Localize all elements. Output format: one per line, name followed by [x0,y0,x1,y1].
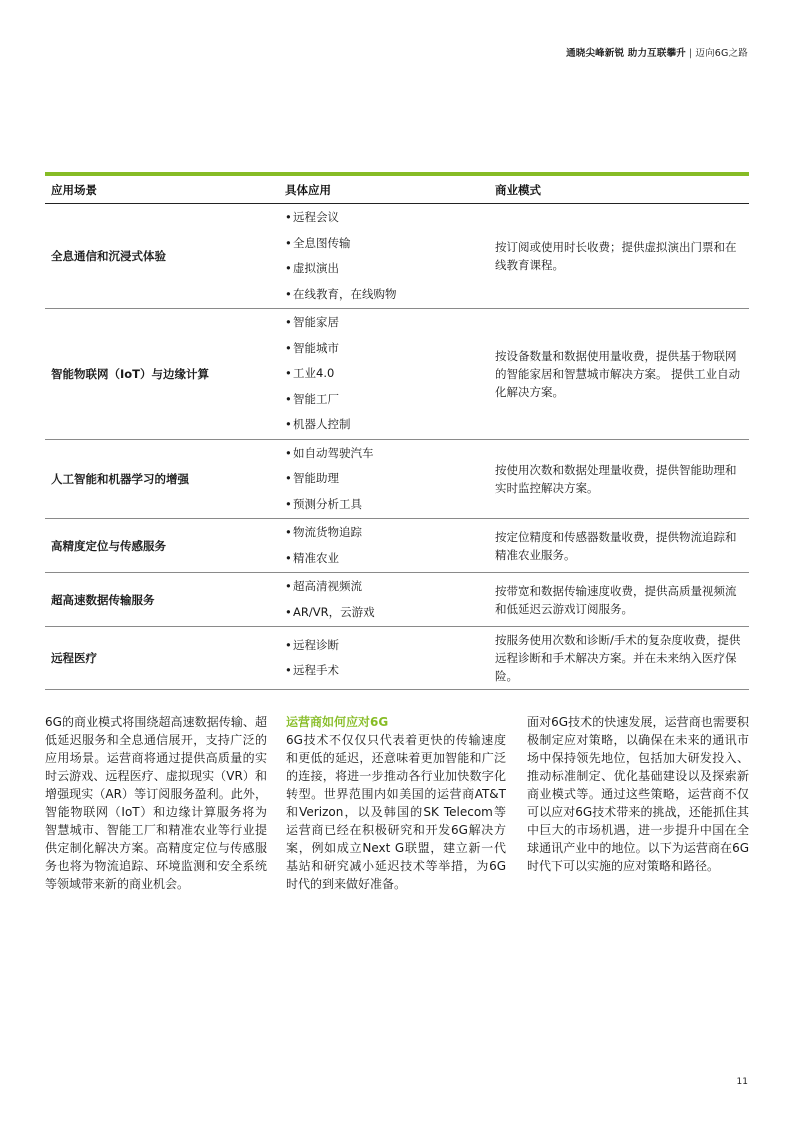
header-separator: | [688,48,693,59]
table-row [45,204,749,309]
model-cell: 按订阅或使用时长收费；提供虚拟演出门票和在线教育课程。 [489,204,749,309]
bullet-icon: • [285,235,292,250]
app-label: 机器人控制 [293,417,351,431]
app-label: 全息图传输 [293,235,351,250]
app-list-item [285,546,483,572]
body-paragraph: 6G的商业模式将围绕超高速数据传输、超低延迟服务和全息通信展开，支持广泛的应用场景。运营商将通过提供高质量的实时云游戏、远程医疗、虚拟现实（VR）和增强现实（AR）等订阅服务盈利。此外，智能物联网（IoT）和边缘计算服务将为智慧城市、智能工厂和精准农业等行业提供定制化解决方案。高精度定位与传感服务也将为物流追踪、环境监测和安全系统等领域带来新的商业机会。 [45,715,267,891]
app-list-item [285,256,483,282]
app-label: 智能工厂 [293,391,339,406]
bullet-icon: • [285,261,292,275]
app-list-item [285,658,483,684]
app-list-item [285,633,483,659]
app-list-item [285,282,483,308]
app-label: 智能城市 [293,340,339,355]
table-body [45,204,749,690]
header-apps: 具体应用 [279,176,489,204]
app-list-item [285,361,483,387]
body-paragraph: 6G技术不仅仅只代表着更快的传输速度和更低的延迟，还意味着更加智能和广泛的连接，将进一步推动各行业加快数字化转型。世界范围内如美国的运营商AT&T和Verizon，以及韩国的SK Telecom等运营商已经在积极研究和开发6G解决方案，例如成立Next G联盟，建立新一代基站和研究减小延迟技术等举措，为6G时代的到来做好准备。 [286,733,506,891]
bullet-icon: • [285,637,292,652]
table-row [45,573,749,627]
model-cell: 按定位精度和传感器数量收费，提供物流追踪和精准农业服务。 [489,519,749,573]
scene-cell: 超高速数据传输服务 [45,573,279,627]
bullet-icon: • [285,286,292,301]
business-model-table [45,172,749,690]
app-label: 虚拟演出 [293,261,339,275]
bullet-icon: • [285,663,292,677]
bullet-icon: • [285,525,292,539]
bullet-icon: • [285,210,292,224]
table-row [45,627,749,690]
bullet-icon: • [285,445,292,460]
section-title: 运营商如何应对6G [286,715,389,729]
scene-cell: 智能物联网（IoT）与边缘计算 [45,309,279,440]
apps-cell [279,519,489,573]
app-label: 智能助理 [293,471,339,485]
text-column-3 [527,713,749,875]
table-row [45,519,749,573]
text-column-2 [286,713,506,893]
app-list-item [285,441,483,467]
app-list-item [285,520,483,546]
app-label: 远程诊断 [293,637,339,652]
text-column-1 [45,713,267,893]
bullet-icon: • [285,550,292,565]
app-list-item [285,466,483,492]
apps-cell [279,439,489,519]
table-row [45,309,749,440]
app-label: 在线教育，在线购物 [293,286,397,301]
app-list-item [285,412,483,438]
running-header [566,45,748,59]
app-list-item [285,231,483,257]
body-paragraph: 面对6G技术的快速发展，运营商也需要积极制定应对策略，以确保在未来的通讯市场中保持领先地位，包括加大研发投入、推动标准制定、优化基础建设以及探索新商业模式等。通过这些策略，运营商不仅可以应对6G技术带来的挑战，还能抓住其中巨大的市场机遇，进一步提升中国在全球通讯产业中的地位。以下为运营商在6G时代下可以实施的应对策略和路径。 [527,715,749,873]
app-label: 物流货物追踪 [293,525,362,539]
table-header-row [45,176,749,204]
bullet-icon: • [285,340,292,355]
bullet-icon: • [285,604,292,619]
app-list-item [285,574,483,600]
header-model: 商业模式 [489,176,749,204]
header-subtitle: 迈向6G之路 [695,48,748,59]
bullet-icon: • [285,579,292,593]
bullet-icon: • [285,391,292,406]
scene-cell: 全息通信和沉浸式体验 [45,204,279,309]
app-list-item [285,336,483,362]
bullet-icon: • [285,417,292,431]
header-title: 通晓尖峰新锐 助力互联攀升 [566,48,686,59]
app-label: 远程手术 [293,663,339,677]
apps-cell [279,573,489,627]
table-row [45,439,749,519]
scene-cell: 高精度定位与传感服务 [45,519,279,573]
app-label: 智能家居 [293,315,339,329]
bullet-icon: • [285,315,292,329]
app-list-item [285,310,483,336]
app-label: 工业4.0 [293,366,335,380]
bullet-icon: • [285,366,292,380]
app-label: 超高清视频流 [293,579,362,593]
model-cell: 按服务使用次数和诊断/手术的复杂度收费，提供远程诊断和手术解决方案。并在未来纳入医疗保险。 [489,627,749,690]
app-list-item [285,387,483,413]
apps-cell [279,204,489,309]
apps-cell [279,627,489,690]
app-label: 预测分析工具 [293,496,362,511]
app-label: 如自动驾驶汽车 [293,445,374,460]
app-label: 远程会议 [293,210,339,224]
app-list-item [285,492,483,518]
scene-cell: 远程医疗 [45,627,279,690]
scene-cell: 人工智能和机器学习的增强 [45,439,279,519]
app-label: AR/VR，云游戏 [293,604,375,619]
bullet-icon: • [285,471,292,485]
bullet-icon: • [285,496,292,511]
model-cell: 按设备数量和数据使用量收费，提供基于物联网的智能家居和智慧城市解决方案。 提供工业自动化解决方案。 [489,309,749,440]
page-number: 11 [736,1077,748,1087]
app-list-item [285,600,483,626]
header-scene: 应用场景 [45,176,279,204]
model-cell: 按使用次数和数据处理量收费，提供智能助理和实时监控解决方案。 [489,439,749,519]
app-list-item [285,205,483,231]
model-cell: 按带宽和数据传输速度收费，提供高质量视频流和低延迟云游戏订阅服务。 [489,573,749,627]
app-label: 精准农业 [293,550,339,565]
apps-cell [279,309,489,440]
